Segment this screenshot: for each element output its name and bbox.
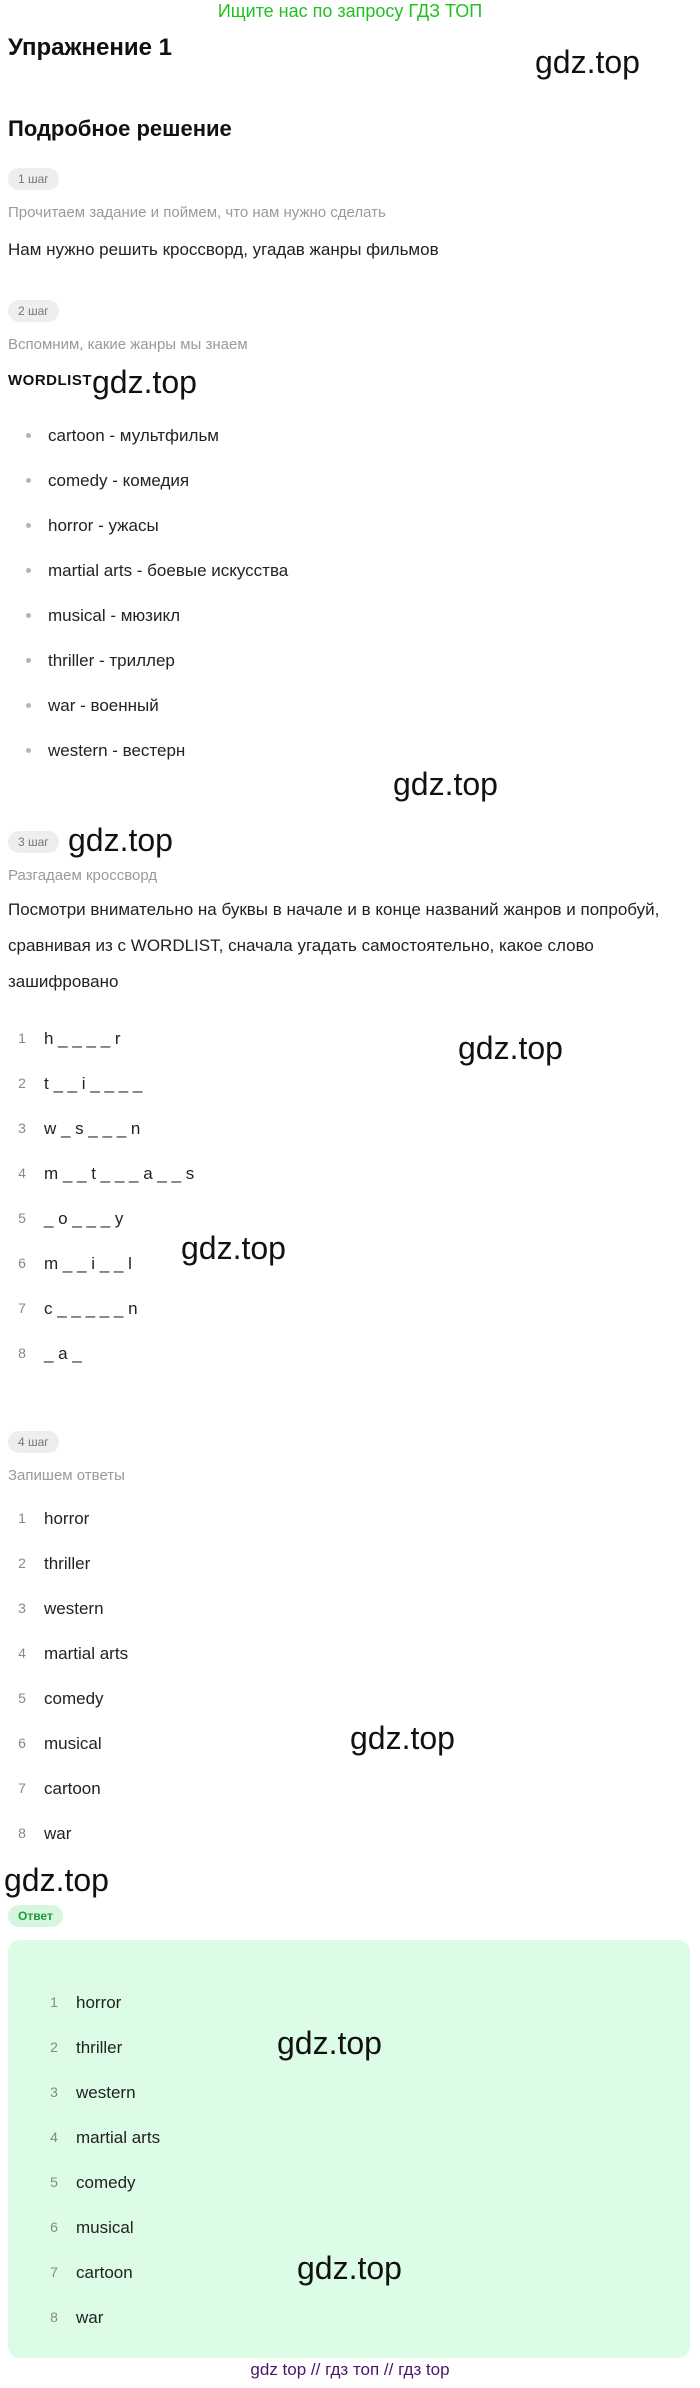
watermark: gdz.top [297, 2250, 402, 2286]
item-number: 1 [50, 1994, 58, 2010]
watermark: gdz.top [4, 1862, 109, 1898]
exercise-title: Упражнение 1 [8, 34, 172, 61]
answer-badge: Ответ [8, 1905, 63, 1927]
item-text: cartoon [76, 2263, 133, 2282]
item-text: martial arts [76, 2128, 161, 2147]
bullet-dot-icon [26, 523, 31, 528]
item-number: 4 [50, 2129, 58, 2145]
search-banner: Ищите нас по запросу ГДЗ ТОП [217, 1, 483, 21]
item-number: 7 [50, 2264, 58, 2280]
item-number: 8 [18, 1825, 26, 1841]
item-text: western [44, 1599, 104, 1618]
item-number: 6 [18, 1255, 26, 1271]
bullet-dot-icon [26, 433, 31, 438]
item-text: war [76, 2308, 104, 2327]
step-4-badge: 4 шаг [8, 1431, 59, 1453]
item-text: _ a _ [44, 1344, 82, 1363]
item-number: 6 [18, 1735, 26, 1751]
genre-item [0, 458, 288, 503]
item-number: 6 [50, 2219, 58, 2235]
item-text: musical [76, 2218, 134, 2237]
genre-item [0, 683, 288, 728]
item-number: 4 [18, 1165, 26, 1181]
item-number: 5 [50, 2174, 58, 2190]
watermark: gdz.top [535, 44, 640, 80]
footer-links: gdz top // гдз топ // гдз top [250, 2360, 450, 2379]
item-text: m _ _ i _ _ l [44, 1254, 132, 1273]
item-number: 3 [50, 2084, 58, 2100]
item-text: thriller [44, 1554, 91, 1573]
genre-item [0, 593, 288, 638]
wordlist-label: WORDLIST [8, 372, 92, 389]
item-number: 2 [18, 1075, 26, 1091]
genre-item [0, 413, 288, 458]
item-text: musical [44, 1734, 102, 1753]
item-text: _ o _ _ _ y [44, 1209, 124, 1228]
item-number: 4 [18, 1645, 26, 1661]
item-number: 8 [18, 1345, 26, 1361]
watermark: gdz.top [92, 364, 197, 400]
bullet-dot-icon [26, 658, 31, 663]
answer-box [8, 1940, 690, 2358]
step-3-text: Посмотри внимательно на буквы в начале и в конце названий жанров и попробуй, сравнивая из с WORDLIST, сначала угадать самостоятельно, какое слово зашифровано [8, 900, 660, 991]
genre-text: martial arts - боевые искусства [48, 561, 289, 580]
watermark: gdz.top [68, 822, 173, 858]
item-text: m _ _ t _ _ _ a _ _ s [44, 1164, 195, 1183]
item-number: 3 [18, 1600, 26, 1616]
item-text: comedy [76, 2173, 136, 2192]
genre-text: war - военный [48, 696, 159, 715]
watermark: gdz.top [458, 1030, 563, 1066]
item-number: 7 [18, 1780, 26, 1796]
genre-text: comedy - комедия [48, 471, 190, 490]
item-text: comedy [44, 1689, 104, 1708]
bullet-dot-icon [26, 613, 31, 618]
item-text: t _ _ i _ _ _ _ [44, 1074, 143, 1093]
solution-heading: Подробное решение [8, 116, 232, 141]
bullet-dot-icon [26, 748, 31, 753]
bullet-dot-icon [26, 568, 31, 573]
genre-item [0, 728, 288, 773]
step-4-caption: Запишем ответы [8, 1467, 125, 1484]
genre-item [0, 548, 288, 593]
step-3-caption: Разгадаем кроссворд [8, 867, 158, 884]
watermark: gdz.top [181, 1230, 286, 1266]
item-text: thriller [76, 2038, 123, 2057]
bullet-dot-icon [26, 703, 31, 708]
step-3-badge: 3 шаг [8, 831, 59, 853]
bullet-dot-icon [26, 478, 31, 483]
item-text: martial arts [44, 1644, 129, 1663]
genre-item [0, 503, 288, 548]
item-text: western [76, 2083, 136, 2102]
watermark: gdz.top [393, 766, 498, 802]
item-text: war [44, 1824, 72, 1843]
genre-text: thriller - триллер [48, 651, 175, 670]
item-text: h _ _ _ _ r [44, 1029, 121, 1048]
item-text: w _ s _ _ _ n [44, 1119, 141, 1138]
item-number: 7 [18, 1300, 26, 1316]
item-number: 1 [18, 1510, 26, 1526]
genre-text: western - вестерн [48, 741, 186, 760]
item-text: horror [44, 1509, 90, 1528]
item-number: 5 [18, 1210, 26, 1226]
genre-item [0, 638, 288, 683]
item-number: 5 [18, 1690, 26, 1706]
item-number: 3 [18, 1120, 26, 1136]
item-number: 8 [50, 2309, 58, 2325]
item-text: c _ _ _ _ _ n [44, 1299, 138, 1318]
watermark: gdz.top [277, 2025, 382, 2061]
step-2-caption: Вспомним, какие жанры мы знаем [8, 336, 248, 353]
step-1-text: Нам нужно решить кроссворд, угадав жанры фильмов [8, 240, 439, 259]
item-number: 2 [50, 2039, 58, 2055]
genre-text: cartoon - мультфильм [48, 426, 219, 445]
step-1-caption: Прочитаем задание и поймем, что нам нужно сделать [8, 204, 386, 221]
item-number: 2 [18, 1555, 26, 1571]
genre-text: horror - ужасы [48, 516, 159, 535]
watermark: gdz.top [350, 1720, 455, 1756]
step-1-badge: 1 шаг [8, 168, 59, 190]
item-text: horror [76, 1993, 122, 2012]
item-number: 1 [18, 1030, 26, 1046]
item-text: cartoon [44, 1779, 101, 1798]
genre-text: musical - мюзикл [48, 606, 181, 625]
genre-list [0, 413, 288, 773]
step-2-badge: 2 шаг [8, 300, 59, 322]
